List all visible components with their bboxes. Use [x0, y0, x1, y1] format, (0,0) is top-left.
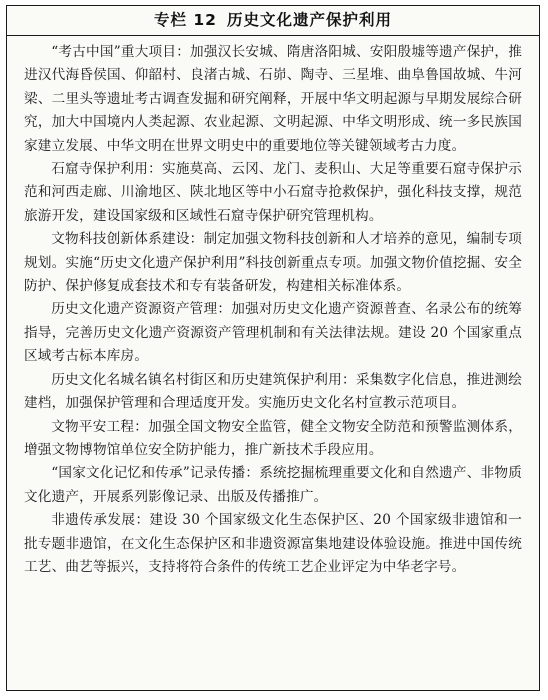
paragraph-grotto-temples: 石窟寺保护利用：实施莫高、云冈、龙门、麦积山、大足等重要石窟寺保护示范和河西走廊、川渝地区、陕北地区等中小石窟寺抢救保护，强化科技支撑，规范旅游开发，建设国家级和区域性石窟寺保护研究管理机构。	[24, 161, 522, 224]
paragraph-historic-cities: 历史文化名城名镇名村街区和历史建筑保护利用：采集数字化信息，推进测绘建档，加强保护管理和合理适度开发。实施历史文化名村宣教示范项目。	[24, 371, 522, 412]
box-content	[7, 36, 539, 579]
sidebar-box	[6, 5, 540, 691]
paragraph-relic-safety: 文物平安工程：加强全国文物安全监管，健全文物安全防范和预警监测体系，增强文物博物馆单位安全防护能力，推广新技术手段应用。	[24, 418, 522, 458]
box-number: 专栏 12	[154, 11, 217, 29]
paragraph-cultural-memory: “国家文化记忆和传承”记录传播：系统挖掘梳理重要文化和自然遗产、非物质文化遗产，开展系列影像记录、出版及传播推广。	[24, 465, 522, 505]
box-title	[7, 6, 539, 36]
paragraph-archaeology-china: “考古中国”重大项目：加强汉长安城、隋唐洛阳城、安阳殷墟等遗产保护，推进汉代海昏侯国、仰韶村、良渚古城、石峁、陶寺、三星堆、曲阜鲁国故城、牛河梁、二里头等遗址考古调查发掘和研究阐释，开展中华文明起源与早期发展综合研究，加大中国境内人类起源、农业起源、文明起源、中华文明形成、统一多民族国家建立发展、中华文明在世界文明史中的重要地位等关键领域考古力度。	[24, 44, 522, 154]
paragraph-tech-innovation: 文物科技创新体系建设：制定加强文物科技创新和人才培养的意见，编制专项规划。实施“历史文化遗产保护利用”科技创新重点专项。加强文物价值挖掘、安全防护、保护修复成套技术和专有装备研发，构建相关标准体系。	[24, 231, 522, 295]
paragraph-resource-management: 历史文化遗产资源资产管理：加强对历史文化遗产资源普查、名录公布的统筹指导，完善历史文化遗产资源资产管理机制和有关法律法规。建设 20 个国家重点区域考古标本库房。	[24, 301, 522, 365]
box-title-text: 历史文化遗产保护利用	[226, 11, 392, 29]
paragraph-intangible-heritage: 非遗传承发展：建设 30 个国家级文化生态保护区、20 个国家级非遗馆和一批专题非遗馆，在文化生态保护区和非遗资源富集地建设体验设施。推进中国传统工艺、曲艺等振兴，支持将符合条件的传统工艺企业评定为中华老字号。	[24, 512, 522, 575]
